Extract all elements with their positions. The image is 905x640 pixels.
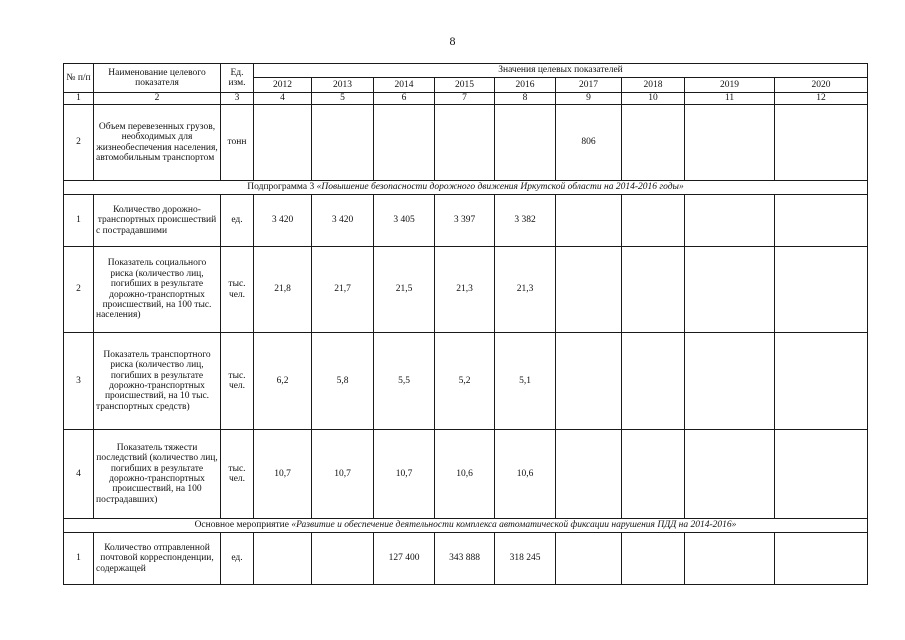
value-cell: 10,7: [254, 430, 312, 519]
table-row: [64, 247, 868, 333]
value-cell: [775, 195, 868, 247]
value-cell: 3 405: [374, 195, 435, 247]
value-cell: 10,6: [435, 430, 495, 519]
header-year: 2019: [685, 78, 775, 93]
row-number: 2: [64, 105, 94, 181]
header-year: 2020: [775, 78, 868, 93]
column-number: 11: [685, 93, 775, 105]
column-number: 9: [556, 93, 622, 105]
value-cell: [556, 430, 622, 519]
value-cell: 21,8: [254, 247, 312, 333]
header-year: 2017: [556, 78, 622, 93]
value-cell: [775, 430, 868, 519]
row-number: 1: [64, 195, 94, 247]
table-row: [64, 430, 868, 519]
header-year: 2016: [495, 78, 556, 93]
value-cell: [775, 105, 868, 181]
value-cell: [622, 247, 685, 333]
value-cell: 3 420: [312, 195, 374, 247]
section-row: [64, 519, 868, 533]
value-cell: [556, 195, 622, 247]
header-year: 2018: [622, 78, 685, 93]
value-cell: [622, 533, 685, 585]
row-number: 4: [64, 430, 94, 519]
value-cell: [685, 247, 775, 333]
indicator-name: Количество дорожно-транспортных происшествий с пострадавшими: [94, 195, 221, 247]
value-cell: 127 400: [374, 533, 435, 585]
column-number: 1: [64, 93, 94, 105]
value-cell: 3 382: [495, 195, 556, 247]
value-cell: 10,7: [312, 430, 374, 519]
value-cell: [622, 333, 685, 430]
column-number: 7: [435, 93, 495, 105]
value-cell: [556, 247, 622, 333]
value-cell: [685, 333, 775, 430]
value-cell: [775, 533, 868, 585]
table-row: [64, 105, 868, 181]
value-cell: [556, 533, 622, 585]
value-cell: [685, 105, 775, 181]
section-prefix: Подпрограмма 3: [247, 182, 317, 193]
section-row: [64, 181, 868, 195]
value-cell: 5,5: [374, 333, 435, 430]
value-cell: [685, 533, 775, 585]
column-number: 3: [221, 93, 254, 105]
unit-cell: ед.: [221, 533, 254, 585]
value-cell: [495, 105, 556, 181]
value-cell: 3 397: [435, 195, 495, 247]
page-number: 8: [449, 34, 456, 48]
value-cell: [374, 105, 435, 181]
header-name: Наименование целевого показателя: [94, 64, 221, 93]
indicator-name: Показатель тяжести последствий (количество лиц, погибших в результате дорожно-транспортных происшествий, на 100 пострадавших): [94, 430, 221, 519]
value-cell: 21,3: [495, 247, 556, 333]
section-title: «Повышение безопасности дорожного движения Иркутской области на 2014-2016 годы»: [316, 182, 684, 193]
value-cell: 21,5: [374, 247, 435, 333]
column-number: 10: [622, 93, 685, 105]
table-row: [64, 195, 868, 247]
section-title: «Развитие и обеспечение деятельности комплекса автоматической фиксации нарушения ПДД на 2014-2016»: [291, 520, 737, 531]
section-prefix: Основное мероприятие: [194, 520, 292, 531]
header-year: 2013: [312, 78, 374, 93]
value-cell: 318 245: [495, 533, 556, 585]
section-heading: [64, 519, 868, 533]
row-number: 3: [64, 333, 94, 430]
header-no: № п/п: [64, 64, 94, 93]
unit-cell: тонн: [221, 105, 254, 181]
value-cell: [312, 105, 374, 181]
value-cell: 806: [556, 105, 622, 181]
value-cell: [254, 533, 312, 585]
value-cell: [622, 105, 685, 181]
value-cell: [435, 105, 495, 181]
header-year: 2012: [254, 78, 312, 93]
value-cell: 3 420: [254, 195, 312, 247]
unit-cell: ед.: [221, 195, 254, 247]
unit-cell: тыс. чел.: [221, 430, 254, 519]
value-cell: [685, 430, 775, 519]
row-number: 2: [64, 247, 94, 333]
header-values-group: Значения целевых показателей: [254, 64, 868, 78]
value-cell: [254, 105, 312, 181]
value-cell: [685, 195, 775, 247]
header-year: 2015: [435, 78, 495, 93]
value-cell: [312, 533, 374, 585]
value-cell: 343 888: [435, 533, 495, 585]
column-number: 5: [312, 93, 374, 105]
value-cell: 21,3: [435, 247, 495, 333]
value-cell: 21,7: [312, 247, 374, 333]
value-cell: [622, 430, 685, 519]
header-unit: Ед. изм.: [221, 64, 254, 93]
value-cell: 6,2: [254, 333, 312, 430]
row-number: 1: [64, 533, 94, 585]
value-cell: [775, 247, 868, 333]
value-cell: 5,1: [495, 333, 556, 430]
section-heading: [64, 181, 868, 195]
column-number: 2: [94, 93, 221, 105]
unit-cell: тыс. чел.: [221, 247, 254, 333]
indicator-name: Показатель транспортного риска (количество лиц, погибших в результате дорожно-транспортных происшествий, на 10 тыс. транспортных средств): [94, 333, 221, 430]
header-year: 2014: [374, 78, 435, 93]
column-number: 12: [775, 93, 868, 105]
table-row: [64, 333, 868, 430]
value-cell: 5,8: [312, 333, 374, 430]
value-cell: [556, 333, 622, 430]
indicator-name: Показатель социального риска (количество лиц, погибших в результате дорожно-транспортных происшествий, на 100 тыс. населения): [94, 247, 221, 333]
value-cell: 5,2: [435, 333, 495, 430]
value-cell: [622, 195, 685, 247]
unit-cell: тыс. чел.: [221, 333, 254, 430]
table-row: [64, 533, 868, 585]
indicator-name: Количество отправленной почтовой корреспонденции, содержащей: [94, 533, 221, 585]
value-cell: 10,7: [374, 430, 435, 519]
value-cell: [775, 333, 868, 430]
indicator-name: Объем перевезенных грузов, необходимых для жизнеобеспечения населения, автомобильным транспортом: [94, 105, 221, 181]
target-indicators-table: [63, 63, 868, 585]
value-cell: 10,6: [495, 430, 556, 519]
column-number: 6: [374, 93, 435, 105]
column-number: 4: [254, 93, 312, 105]
column-number: 8: [495, 93, 556, 105]
